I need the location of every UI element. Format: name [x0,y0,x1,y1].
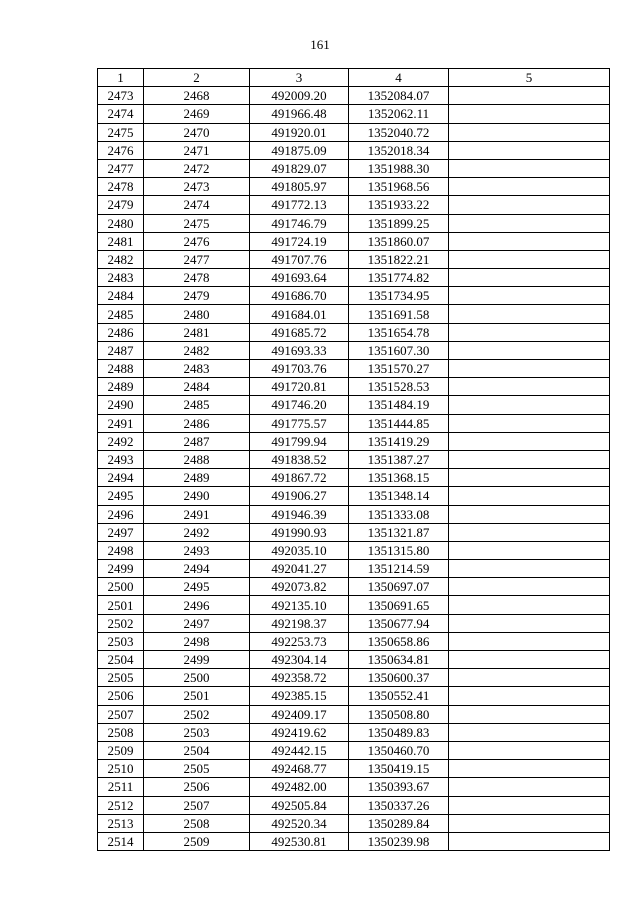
table-cell: 1351484.19 [349,396,449,414]
table-cell [449,105,610,123]
table-row [98,141,610,159]
table-cell: 1352018.34 [349,141,449,159]
table-cell [449,269,610,287]
table-row [98,396,610,414]
table-cell: 1351321.87 [349,523,449,541]
table-cell [449,487,610,505]
table-row [98,323,610,341]
table-cell [449,687,610,705]
table-cell: 2493 [98,450,144,468]
table-cell: 2486 [144,414,250,432]
table-cell: 491906.27 [250,487,349,505]
table-cell: 2488 [98,360,144,378]
table-cell: 1350337.26 [349,796,449,814]
table-cell: 2495 [144,578,250,596]
table-cell: 2490 [144,487,250,505]
table-row [98,432,610,450]
table-cell: 2476 [144,232,250,250]
table-cell [449,250,610,268]
page-number: 161 [310,37,330,52]
table-cell: 2509 [144,832,250,850]
table-cell [449,505,610,523]
table-cell: 491838.52 [250,450,349,468]
table-cell [449,705,610,723]
table-cell: 491799.94 [250,432,349,450]
table-row [98,214,610,232]
table-row [98,450,610,468]
table-cell [449,723,610,741]
table-cell [449,178,610,196]
table-row [98,760,610,778]
table-cell [449,287,610,305]
table-cell: 2504 [98,651,144,669]
table-cell: 2481 [144,323,250,341]
table-cell [449,469,610,487]
table-cell: 1351774.82 [349,269,449,287]
table-cell [449,141,610,159]
table-header-row [98,69,610,87]
column-header: 5 [449,69,610,87]
table-cell [449,450,610,468]
table-row [98,578,610,596]
table-cell: 1352040.72 [349,123,449,141]
table-cell: 1350600.37 [349,669,449,687]
table-cell [449,669,610,687]
table-cell: 492198.37 [250,614,349,632]
table-row [98,487,610,505]
table-row [98,669,610,687]
table-cell [449,632,610,650]
table-cell: 491746.79 [250,214,349,232]
table-cell: 492041.27 [250,560,349,578]
column-header: 2 [144,69,250,87]
table-cell: 1350419.15 [349,760,449,778]
table-cell: 1350489.83 [349,723,449,741]
table-cell: 2493 [144,541,250,559]
table-cell: 2514 [98,832,144,850]
table-row [98,87,610,105]
table-cell: 2474 [144,196,250,214]
table-cell: 492409.17 [250,705,349,723]
table-cell: 491775.57 [250,414,349,432]
table-cell: 2477 [98,159,144,177]
table-cell: 2480 [144,305,250,323]
table-cell [449,596,610,614]
table-row [98,232,610,250]
table-cell: 2513 [98,814,144,832]
table-cell [449,432,610,450]
table-cell: 1351419.29 [349,432,449,450]
table-cell: 2482 [144,341,250,359]
table-cell [449,87,610,105]
table-cell: 491966.48 [250,105,349,123]
table-cell [449,832,610,850]
table-row [98,723,610,741]
table-cell: 2477 [144,250,250,268]
table-cell: 2508 [98,723,144,741]
table-cell: 1350393.67 [349,778,449,796]
table-row [98,159,610,177]
table-row [98,105,610,123]
table-cell [449,323,610,341]
table-cell [449,741,610,759]
table-cell: 491703.76 [250,360,349,378]
table-cell: 2472 [144,159,250,177]
table-cell: 1351933.22 [349,196,449,214]
table-cell: 2479 [144,287,250,305]
table-cell: 2475 [98,123,144,141]
table-cell: 2503 [98,632,144,650]
table-row [98,596,610,614]
table-cell: 2502 [144,705,250,723]
table-cell: 2509 [98,741,144,759]
table-cell: 1350697.07 [349,578,449,596]
table-cell: 2499 [144,651,250,669]
table-cell: 1351528.53 [349,378,449,396]
table-cell: 1350691.65 [349,596,449,614]
table-cell: 2478 [144,269,250,287]
table-cell: 2506 [144,778,250,796]
table-cell: 491685.72 [250,323,349,341]
table-cell: 2485 [98,305,144,323]
table-cell: 1351444.85 [349,414,449,432]
table-cell: 2492 [144,523,250,541]
table-cell: 1351348.14 [349,487,449,505]
table-row [98,305,610,323]
table-cell: 1352062.11 [349,105,449,123]
table-cell: 2473 [98,87,144,105]
table-cell: 2503 [144,723,250,741]
table-cell: 492073.82 [250,578,349,596]
table-cell [449,541,610,559]
table-cell [449,378,610,396]
table-row [98,250,610,268]
table-cell: 2492 [98,432,144,450]
table-cell: 1351988.30 [349,159,449,177]
table-cell: 492520.34 [250,814,349,832]
table-cell: 1350552.41 [349,687,449,705]
table-cell: 2487 [144,432,250,450]
table-cell [449,578,610,596]
table-cell: 1352084.07 [349,87,449,105]
table-cell: 2511 [98,778,144,796]
table-cell: 492419.62 [250,723,349,741]
table-cell: 2479 [98,196,144,214]
table-cell: 2505 [98,669,144,687]
table-cell: 1351822.21 [349,250,449,268]
table-cell: 2476 [98,141,144,159]
table-cell: 2496 [98,505,144,523]
table-row [98,560,610,578]
table-cell: 2505 [144,760,250,778]
table-cell: 1350460.70 [349,741,449,759]
table-cell: 2507 [144,796,250,814]
table-body [98,87,610,851]
table-cell: 2490 [98,396,144,414]
table-cell: 2468 [144,87,250,105]
table-cell: 491772.13 [250,196,349,214]
table-row [98,796,610,814]
table-cell: 491724.19 [250,232,349,250]
table-cell: 491920.01 [250,123,349,141]
table-row [98,360,610,378]
table-cell: 1350677.94 [349,614,449,632]
table-cell: 492442.15 [250,741,349,759]
table-cell: 2482 [98,250,144,268]
table-cell: 1351387.27 [349,450,449,468]
table-cell: 2474 [98,105,144,123]
table-cell [449,814,610,832]
table-row [98,632,610,650]
table-cell: 1351654.78 [349,323,449,341]
table-cell: 1351570.27 [349,360,449,378]
column-header: 1 [98,69,144,87]
table-cell: 492253.73 [250,632,349,650]
table-cell [449,196,610,214]
table-cell: 491990.93 [250,523,349,541]
table-cell [449,360,610,378]
table-cell [449,396,610,414]
table-cell: 491867.72 [250,469,349,487]
table-cell: 492505.84 [250,796,349,814]
table-cell [449,560,610,578]
table-row [98,414,610,432]
table-cell: 1350658.86 [349,632,449,650]
table-cell: 1351315.80 [349,541,449,559]
table-cell: 2497 [98,523,144,541]
table-cell: 2480 [98,214,144,232]
table-cell: 2496 [144,596,250,614]
table-cell: 2500 [144,669,250,687]
table-cell: 2510 [98,760,144,778]
table-cell: 492385.15 [250,687,349,705]
table-row [98,269,610,287]
table-row [98,123,610,141]
table-cell: 2501 [98,596,144,614]
table-cell: 1351734.95 [349,287,449,305]
table-row [98,523,610,541]
table-cell: 2502 [98,614,144,632]
table-cell: 2470 [144,123,250,141]
table-cell: 2507 [98,705,144,723]
table-cell: 2504 [144,741,250,759]
table-cell [449,796,610,814]
table-cell: 2484 [98,287,144,305]
coordinates-table [97,68,610,851]
table-cell: 2508 [144,814,250,832]
table-cell: 2494 [98,469,144,487]
table-row [98,196,610,214]
table-cell: 492304.14 [250,651,349,669]
table-cell: 1351968.56 [349,178,449,196]
table-row [98,341,610,359]
table-cell: 491686.70 [250,287,349,305]
table-cell: 2478 [98,178,144,196]
table-cell: 2491 [98,414,144,432]
table-row [98,469,610,487]
table-cell: 1351214.59 [349,560,449,578]
table-cell: 491875.09 [250,141,349,159]
table-cell: 1351691.58 [349,305,449,323]
table-row [98,832,610,850]
table-cell: 2488 [144,450,250,468]
table-cell [449,159,610,177]
table-cell: 2500 [98,578,144,596]
table-cell: 2473 [144,178,250,196]
table-cell: 1350508.80 [349,705,449,723]
table-cell: 2494 [144,560,250,578]
table-cell: 1350634.81 [349,651,449,669]
table-cell [449,614,610,632]
table-cell: 2481 [98,232,144,250]
table-cell: 1351860.07 [349,232,449,250]
table-cell: 2487 [98,341,144,359]
column-header: 4 [349,69,449,87]
table-cell: 491707.76 [250,250,349,268]
table-cell: 1350289.84 [349,814,449,832]
table-cell: 2498 [98,541,144,559]
table-cell: 2499 [98,560,144,578]
table-cell: 492358.72 [250,669,349,687]
table-cell [449,232,610,250]
table-row [98,651,610,669]
table-cell [449,123,610,141]
column-header: 3 [250,69,349,87]
table-cell: 491684.01 [250,305,349,323]
table-cell: 1351899.25 [349,214,449,232]
table-cell: 492135.10 [250,596,349,614]
table-cell: 2498 [144,632,250,650]
table-cell: 2506 [98,687,144,705]
table-cell: 2483 [98,269,144,287]
table-cell: 2483 [144,360,250,378]
table-cell: 2489 [98,378,144,396]
table-cell: 2495 [98,487,144,505]
table-cell: 2475 [144,214,250,232]
table-cell: 491746.20 [250,396,349,414]
table-cell: 2471 [144,141,250,159]
table-row [98,705,610,723]
table-cell: 1350239.98 [349,832,449,850]
table-cell: 1351607.30 [349,341,449,359]
table-cell: 491946.39 [250,505,349,523]
table-row [98,778,610,796]
table-cell: 491720.81 [250,378,349,396]
table-cell: 2489 [144,469,250,487]
table-cell: 2485 [144,396,250,414]
table-row [98,814,610,832]
table-cell [449,523,610,541]
table-cell: 2491 [144,505,250,523]
table-row [98,287,610,305]
table-cell: 2497 [144,614,250,632]
table-cell [449,651,610,669]
table-cell [449,778,610,796]
table-cell [449,305,610,323]
table-row [98,541,610,559]
table-cell: 492009.20 [250,87,349,105]
table-cell: 491829.07 [250,159,349,177]
table-row [98,505,610,523]
table-cell: 491693.33 [250,341,349,359]
table-cell: 2484 [144,378,250,396]
table-cell: 492530.81 [250,832,349,850]
table-cell [449,414,610,432]
table-cell: 492035.10 [250,541,349,559]
table-cell: 492482.00 [250,778,349,796]
table-row [98,178,610,196]
table-cell: 2512 [98,796,144,814]
table-cell: 2501 [144,687,250,705]
table-row [98,741,610,759]
table-cell: 2486 [98,323,144,341]
table-cell: 1351368.15 [349,469,449,487]
table-cell: 1351333.08 [349,505,449,523]
table-row [98,378,610,396]
table-cell [449,341,610,359]
table-row [98,614,610,632]
table-cell: 492468.77 [250,760,349,778]
table-cell: 491805.97 [250,178,349,196]
table-row [98,687,610,705]
table-cell [449,760,610,778]
table-cell: 2469 [144,105,250,123]
table-cell [449,214,610,232]
table-cell: 491693.64 [250,269,349,287]
